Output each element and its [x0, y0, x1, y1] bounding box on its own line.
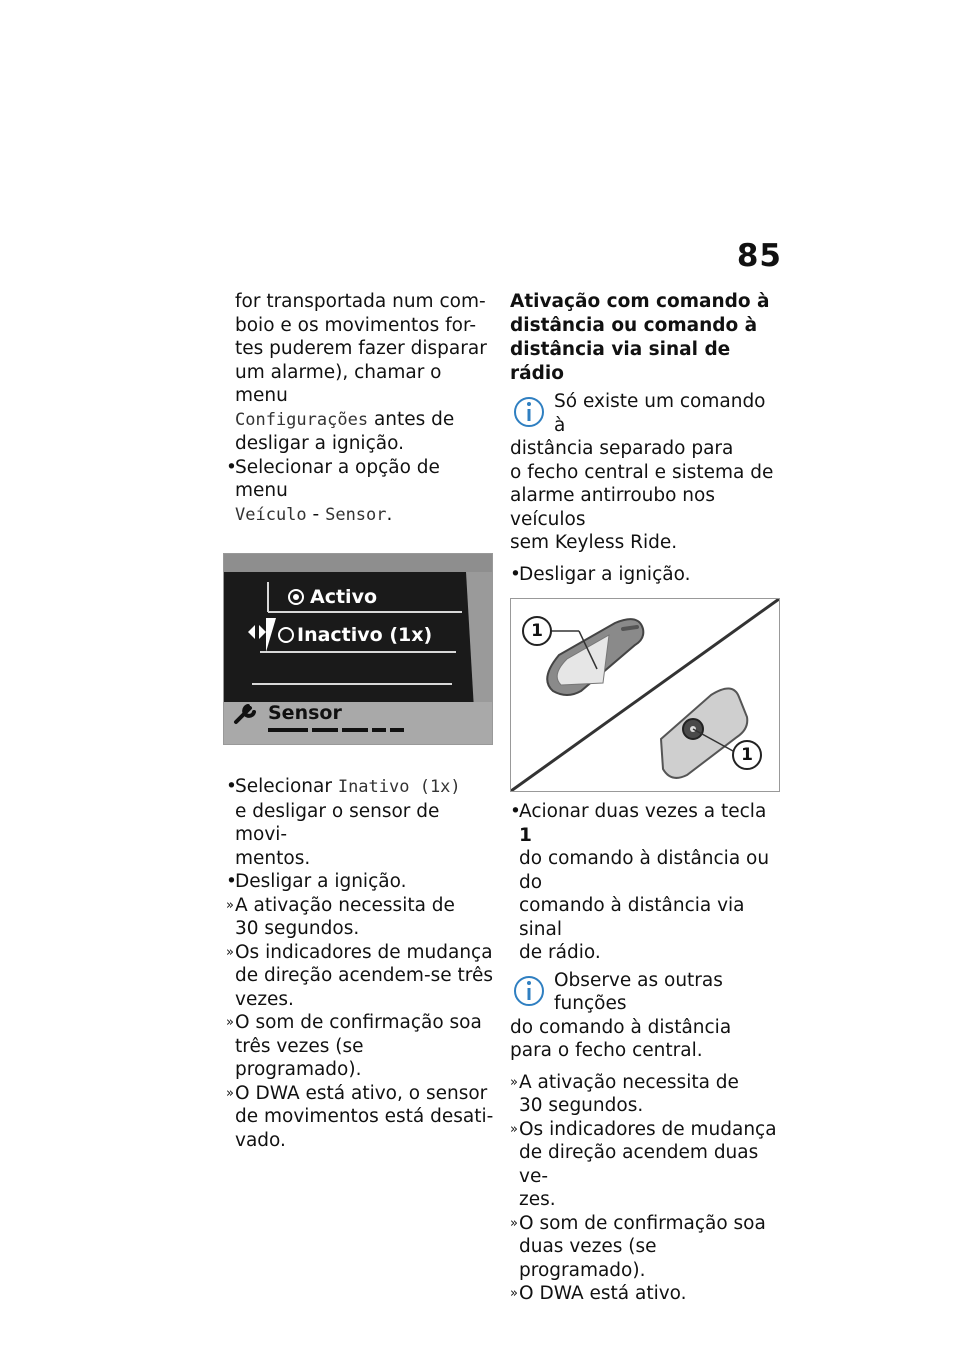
step-text: e desligar o sensor de movi- — [235, 800, 440, 845]
result-item — [226, 894, 494, 941]
heading-line: distância ou comando à — [510, 315, 758, 336]
step-text: do comando à distância ou do — [519, 848, 770, 893]
result-text: 30 segundos. — [519, 1095, 644, 1116]
step-text: comando à distância via sinal — [519, 895, 745, 940]
tft-display-figure — [223, 553, 493, 745]
result-text: de direção acendem duas ve- — [519, 1142, 759, 1187]
right-column — [510, 290, 782, 1306]
display-illustration — [224, 554, 492, 744]
result-item — [510, 1212, 782, 1283]
callout-1: 1 — [741, 745, 753, 765]
step-text: Selecionar — [235, 776, 338, 797]
menu-name-configuracoes: Configurações — [235, 409, 369, 430]
result-text: 30 segundos. — [235, 918, 360, 939]
step-select-menu — [226, 456, 494, 528]
remote-keys-figure — [510, 598, 780, 792]
info-icon — [510, 969, 548, 1013]
menu-name-sensor: Sensor — [325, 504, 387, 525]
result-item — [510, 1118, 782, 1212]
menu-separator: - — [306, 503, 326, 525]
step-text — [235, 775, 494, 800]
result-text: duas vezes (se programado). — [519, 1236, 657, 1281]
result-text: » O som de confirmação soa — [519, 1212, 766, 1234]
result-item — [226, 1011, 494, 1082]
intro-line: tes puderem fazer disparar — [235, 338, 487, 359]
result-text: » O som de confirmação soa — [235, 1012, 482, 1033]
result-item — [226, 1082, 494, 1153]
info-icon — [510, 390, 548, 434]
result-text: » A ativação necessita de — [235, 894, 455, 916]
intro-line: um alarme), chamar o menu — [235, 361, 442, 406]
result-text: » A ativação necessita de — [519, 1071, 739, 1093]
step-text — [519, 800, 782, 847]
result-text: » Os indicadores de mudança — [235, 941, 493, 963]
page-number: 85 — [736, 238, 782, 274]
heading-line: Ativação com comando à — [510, 291, 770, 312]
step-text: de rádio. — [519, 942, 601, 963]
heading-line: distância via sinal de rádio — [510, 339, 731, 384]
intro-line: desligar a ignição. — [235, 433, 404, 454]
info-note — [510, 969, 782, 1063]
result-text: » O DWA está ativo, o sensor — [235, 1082, 488, 1104]
intro-text: antes de — [368, 408, 455, 430]
result-text: três vezes (se programado). — [235, 1035, 364, 1080]
result-item — [510, 1071, 782, 1118]
info-note — [510, 390, 782, 555]
result-text: zes. — [519, 1189, 556, 1210]
display-option-active: Activo — [310, 586, 378, 608]
result-text: » Os indicadores de mudança — [519, 1118, 777, 1140]
intro-line: boio e os movimentos for- — [235, 314, 477, 336]
step-text: mentos. — [235, 847, 311, 869]
result-item: » O DWA está ativo. — [510, 1282, 782, 1306]
menu-end: . — [386, 503, 393, 525]
step-text: Acionar duas vezes a tecla — [519, 801, 767, 822]
step-text: • Selecionar a opção de menu — [235, 456, 440, 501]
menu-name-veiculo: Veículo — [235, 504, 307, 525]
step-text — [235, 503, 494, 528]
intro-line — [235, 408, 494, 433]
result-text: vezes. — [235, 988, 294, 1010]
callout-1: 1 — [531, 621, 543, 641]
left-column — [226, 290, 494, 1152]
display-option-inactive: Inactivo (1x) — [297, 624, 433, 646]
note-text: do comando à distância — [510, 1016, 732, 1038]
result-text: de movimentos está desati- — [235, 1106, 494, 1127]
step-ignition-off: • Desligar a ignição. — [510, 563, 782, 587]
intro-paragraph — [226, 290, 494, 456]
result-text: vado. — [235, 1129, 286, 1151]
note-text: para o fecho central. — [510, 1040, 703, 1061]
display-footer-label: Sensor — [268, 702, 342, 724]
note-text: Só existe um comando à — [554, 391, 766, 436]
note-text: alarme antirroubo nos veículos — [510, 485, 715, 530]
note-text: distância separado para — [510, 438, 734, 459]
intro-line: for transportada num com- — [235, 291, 486, 312]
section-heading — [510, 290, 782, 386]
note-text: Observe as outras funções — [554, 969, 723, 1014]
step-select-inactive — [226, 775, 494, 870]
result-item — [226, 941, 494, 1012]
key-reference: 1 — [519, 824, 532, 846]
step-press-button — [510, 800, 782, 965]
note-text: o fecho central e sistema de — [510, 461, 774, 483]
note-text: sem Keyless Ride. — [510, 532, 678, 553]
result-text: de direção acendem-se três — [235, 965, 493, 986]
step-ignition-off: • Desligar a ignição. — [226, 870, 494, 894]
menu-value-inativo: Inativo (1x) — [337, 777, 461, 797]
